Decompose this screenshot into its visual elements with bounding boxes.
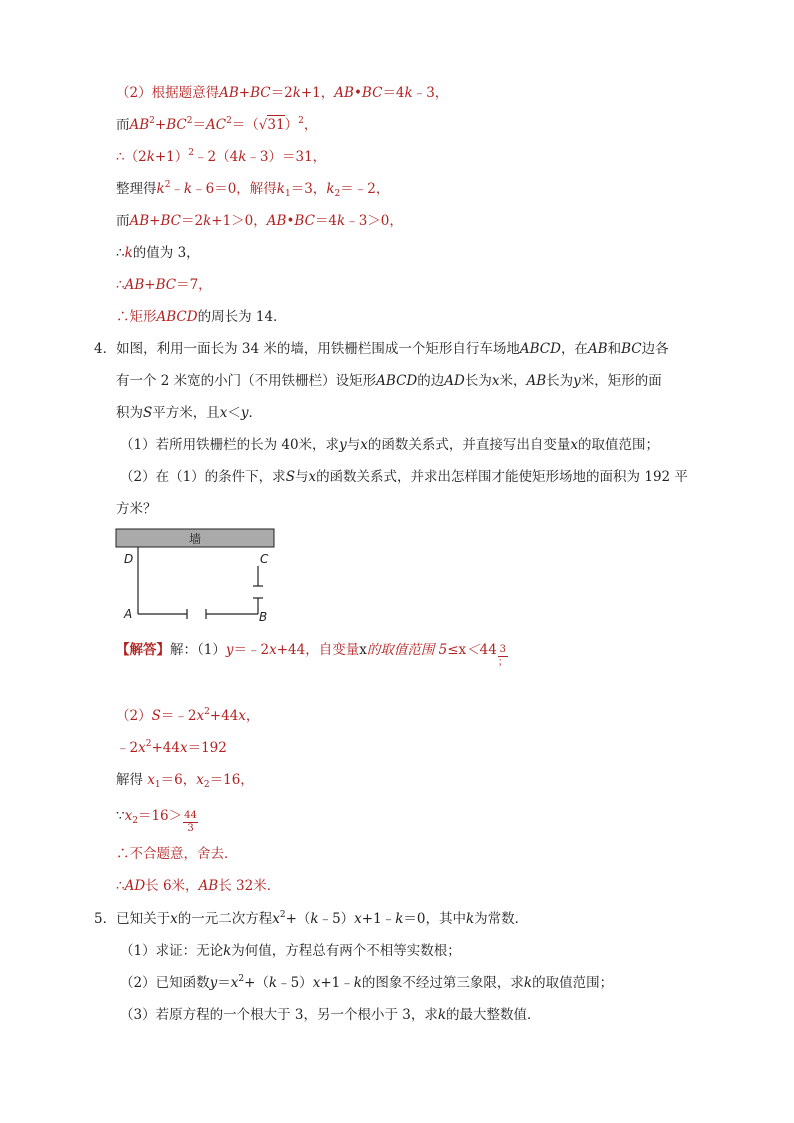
answer-line-5: $\because x_2=16>$ $\frac{44}{3}$ (116, 808, 197, 834)
answer-line-4: 解得 $x_1=6$，$x_2=16$， (116, 772, 254, 790)
q4-part-1: （1）若所用铁栅栏的长为 40米，求y与x的函数关系式，并直接写出自变量x的取值范围； (120, 437, 659, 453)
q4-part-2: （2）在（1）的条件下，求S与x的函数关系式，并求出怎样围才能使矩形场地的面积为 192 平 (120, 469, 688, 485)
solution-line-3: $\therefore(2k+1)^2﹣2(4k﹣3)=31$， (116, 148, 327, 165)
q4-stem-line-3: 积为S平方米，且x＜y． (116, 405, 263, 421)
point-a-label: A (124, 607, 133, 621)
sqrt-symbol: √ (258, 117, 268, 133)
solution-line-2: 而$AB^2+BC^2=AC^2=(√31)^2$， (116, 116, 318, 133)
point-d-label: D (124, 552, 134, 566)
q5-part-2: （2）已知函数$y=x^2+(k﹣5)x+1﹣k$的图象不经过第三象限，求k的取值范围； (120, 974, 614, 991)
answer-tag: 【解答】 (116, 642, 170, 658)
q4-figure (110, 528, 280, 624)
solution-line-5: 而AB+BC＝2k+1＞0，AB•BC＝4k﹣3＞0， (116, 213, 403, 229)
question-number: 4． (94, 341, 117, 357)
solution-line-1: （2）根据题意得AB+BC＝2k+1，AB•BC＝4k﹣3， (116, 85, 449, 101)
q4-part-2-continued: 方米？ (116, 501, 157, 517)
q5-part-1: （1）求证：无论k为何值，方程总有两个不相等实数根； (120, 943, 461, 959)
solution-line-7: ∴AB+BC＝7， (116, 277, 212, 293)
answer-line-6: ∴不合题意，舍去． (116, 846, 238, 862)
q5-stem: 5．已知关于x的一元二次方程$x^2+(k﹣5)x+1﹣k=0$，其中k为常数． (94, 910, 529, 927)
fraction-44-3: $\frac{3}{;}$ (497, 644, 508, 668)
answer-line-1: 【解答】解：（1）y＝﹣2x+44，自变量x的取值范围 5≤x＜44 $\frac{3}{;}$ (116, 642, 508, 668)
wall-label: 墙 (188, 532, 202, 546)
solution-line-4: 整理得$k^2﹣k﹣6=0$，解得$k_1=3$，$k_2=﹣2$， (116, 180, 390, 199)
point-c-label: C (260, 552, 269, 566)
question-number: 5． (94, 911, 117, 927)
fraction-44-3: $\frac{44}{3}$ (184, 810, 197, 834)
q4-stem-line-2: 有一个 2 米宽的小门（不用铁栅栏）设矩形ABCD的边AD长为x米，AB长为y米，矩形的面 (116, 373, 662, 389)
answer-line-7: ∴AD长 6米，AB长 32米． (116, 878, 281, 894)
point-b-label: B (259, 610, 268, 624)
q4-stem-line-1: 4．如图，利用一面长为 34 米的墙，用铁栅栏围成一个矩形自行车场地ABCD，在AB和BC边各 (94, 341, 669, 357)
solution-line-6: ∴k的值为 3， (116, 245, 200, 261)
q5-part-3: （3）若原方程的一个根大于 3，另一个根小于 3，求k的最大整数值． (120, 1007, 541, 1023)
solution-line-8: ∴矩形ABCD的周长为 14． (116, 309, 287, 325)
answer-line-3: $﹣2x^2+44x=192$ (116, 739, 227, 756)
answer-line-2: $(2)S=﹣2x^2+44x$， (116, 707, 260, 724)
